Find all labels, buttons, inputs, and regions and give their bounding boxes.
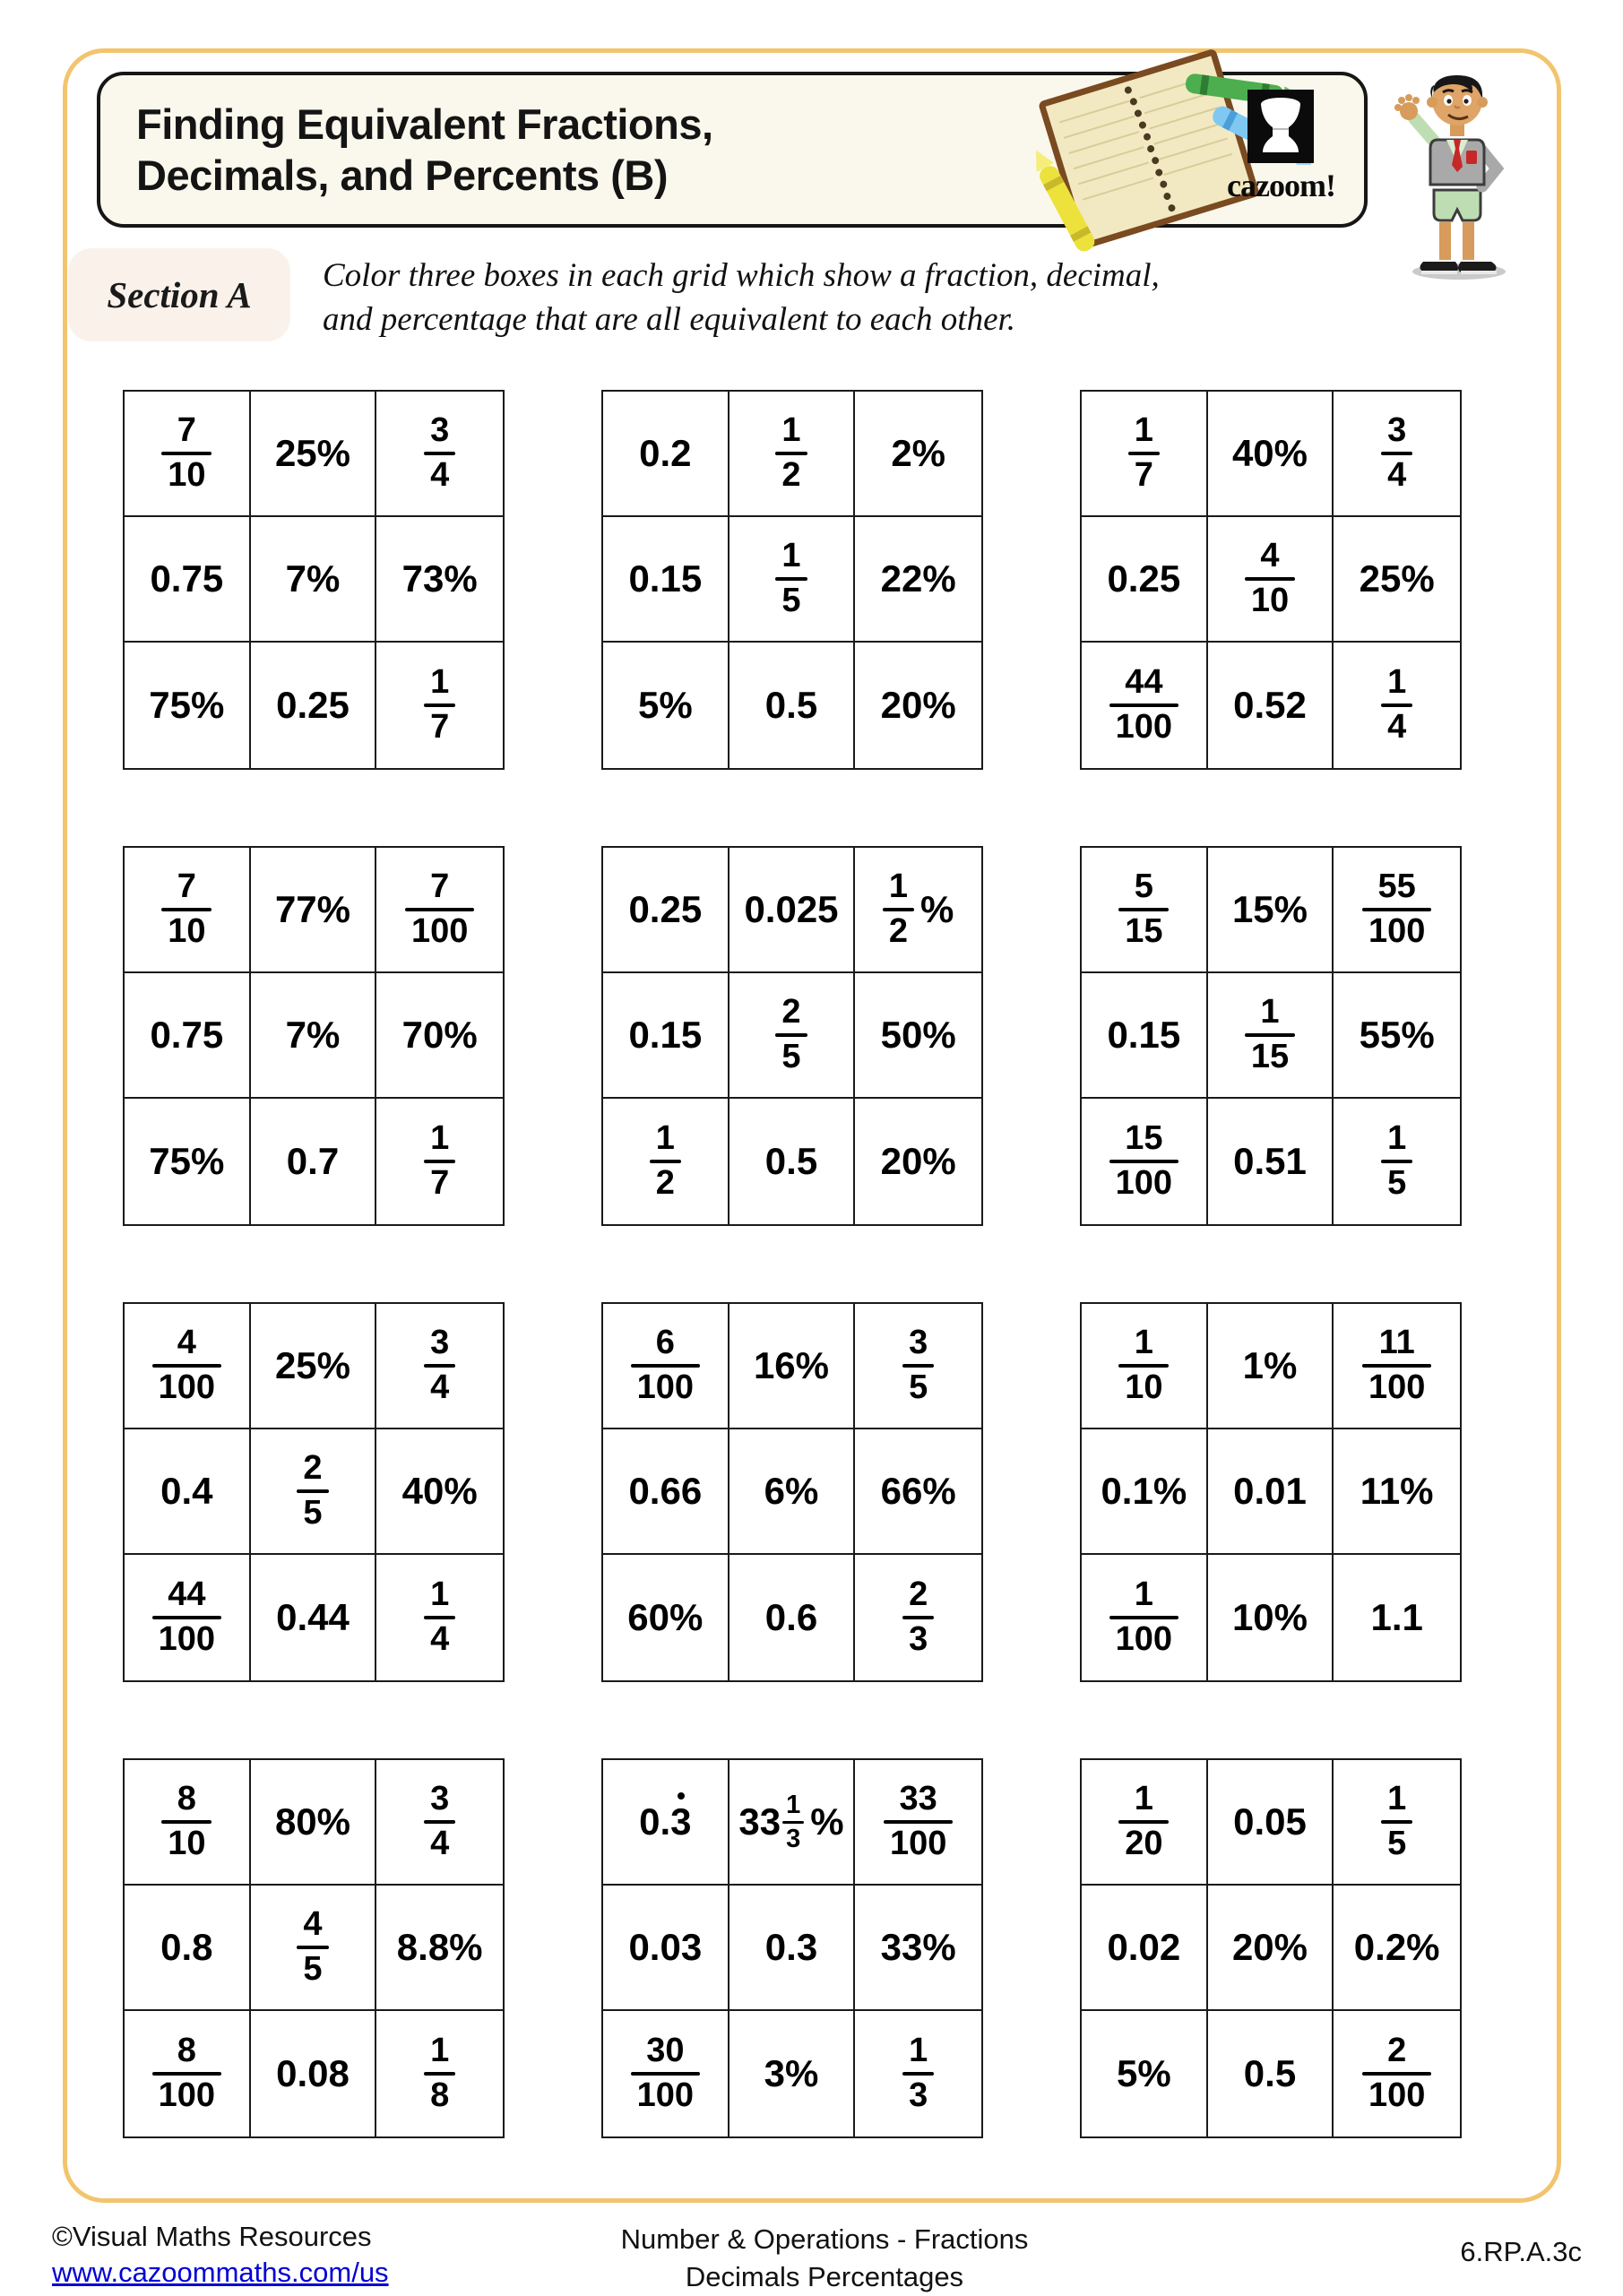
grid-cell[interactable] (125, 848, 251, 973)
cell-value: 7% (285, 557, 341, 600)
cazoom-logo-text: cazoom! (1227, 168, 1335, 203)
cell-value: 75% (149, 1140, 225, 1182)
equivalence-grid-7 (123, 1302, 505, 1682)
grid-cell[interactable] (376, 848, 503, 973)
cell-value: 25% (274, 1344, 351, 1386)
grid-cell[interactable] (603, 643, 729, 768)
grid-cell[interactable] (1334, 643, 1460, 768)
fraction-value: $\frac{11}{100}$ (1362, 1325, 1431, 1405)
cell-value: 0.44 (276, 1596, 350, 1638)
grid-cell[interactable] (729, 392, 856, 517)
cell-value: 0.4 (160, 1470, 213, 1512)
grid-cell[interactable] (855, 1304, 981, 1429)
cazoom-logo-icon (1247, 90, 1314, 163)
grid-cell[interactable] (1334, 1429, 1460, 1555)
cell-value (902, 1325, 934, 1405)
grid-cell[interactable] (1334, 1760, 1460, 1886)
fraction-value: $\frac{1}{2}$ (775, 413, 807, 493)
cell-value: 5% (1116, 2052, 1171, 2094)
fraction-value: $\frac{2}{5}$ (775, 995, 807, 1075)
fraction-value: $\frac{15}{100}$ (1109, 1121, 1178, 1201)
grid-cell[interactable] (125, 973, 251, 1099)
grid-cell[interactable] (729, 1886, 856, 2011)
djembe-drum-icon (1256, 97, 1305, 156)
fraction-value: $\frac{1}{2}$ (650, 1121, 681, 1201)
instructions-text: Color three boxes in each grid which show a fraction, decimal, and percentage that are all equivalent to each other. (323, 257, 1160, 339)
cell-value: 0.1% (1101, 1470, 1187, 1512)
cell-value: 1% (1242, 1344, 1298, 1386)
grid-cell[interactable] (376, 517, 503, 643)
cell-value (884, 1782, 953, 1861)
grid-cell[interactable] (1082, 1429, 1208, 1555)
grid-cell[interactable] (855, 643, 981, 768)
grid-cell[interactable] (125, 1886, 251, 2011)
cell-value (1381, 413, 1412, 493)
cell-value: 0.3 (764, 1926, 818, 1968)
grid-cell[interactable] (603, 1099, 729, 1224)
cell-value: 0.025 (744, 888, 839, 930)
grid-cell[interactable] (855, 1760, 981, 1886)
cell-value (152, 1577, 221, 1657)
equivalence-grid-2 (601, 390, 983, 770)
grid-cell[interactable] (1208, 1099, 1334, 1224)
grid-cell[interactable] (729, 517, 856, 643)
grid-cell[interactable] (729, 848, 856, 973)
cell-value: 2% (891, 432, 946, 474)
grid-cell[interactable] (729, 1555, 856, 1680)
cell-value (902, 1577, 934, 1657)
grid-cell[interactable] (251, 517, 377, 643)
grid-cell[interactable] (1334, 1304, 1460, 1429)
grid-cell[interactable] (855, 1099, 981, 1224)
grid-cell[interactable] (1208, 517, 1334, 643)
cell-value (1109, 1121, 1178, 1201)
fraction-value: $\frac{1}{5}$ (1381, 1782, 1412, 1861)
grid-cell[interactable] (603, 973, 729, 1099)
cell-value: 10% (1231, 1596, 1308, 1638)
cell-value (902, 2033, 934, 2113)
fraction-value: $\frac{6}{100}$ (631, 1325, 700, 1405)
cell-value (775, 539, 807, 618)
fraction-value: $\frac{1}{5}$ (1381, 1121, 1412, 1201)
grid-cell[interactable] (1082, 392, 1208, 517)
cell-value: 6% (764, 1470, 819, 1512)
fraction-value: $\frac{5}{15}$ (1118, 869, 1169, 949)
website-link[interactable]: www.cazoommaths.com/us (52, 2257, 389, 2288)
cell-value (161, 869, 212, 949)
grid-cell[interactable] (603, 848, 729, 973)
grid-cell[interactable] (603, 2011, 729, 2136)
cell-value: 40% (401, 1470, 478, 1512)
grid-cell[interactable] (855, 392, 981, 517)
student-boy-illustration (1387, 63, 1531, 287)
fraction-value: $\frac{8}{10}$ (161, 1782, 212, 1861)
grid-cell[interactable] (603, 392, 729, 517)
grid-cell[interactable] (251, 848, 377, 973)
fraction-value: $\frac{3}{4}$ (1381, 413, 1412, 493)
cell-value: 0.15 (628, 557, 703, 600)
cell-value (424, 665, 455, 745)
cell-value (405, 869, 474, 949)
fraction-value: $\frac{3}{4}$ (424, 1325, 455, 1405)
cell-value: 0.5 (764, 1140, 818, 1182)
equivalence-grid-4 (123, 846, 505, 1226)
cell-value: 1.1 (1370, 1596, 1423, 1638)
cell-value: 0.2% (1353, 1926, 1440, 1968)
cell-value (152, 1325, 221, 1405)
fraction-value: $\frac{4}{100}$ (152, 1325, 221, 1405)
cell-value: 55% (1359, 1014, 1435, 1056)
fraction-value: $\frac{44}{100}$ (1109, 665, 1178, 745)
grid-cell[interactable] (376, 1760, 503, 1886)
grid-cell[interactable] (376, 2011, 503, 2136)
fraction-value: $\frac{4}{5}$ (297, 1907, 328, 1987)
grid-cell[interactable] (1082, 1304, 1208, 1429)
cell-value: 33 $\frac{1}{3}$ % (738, 1791, 844, 1853)
fraction-value: $\frac{30}{100}$ (631, 2033, 700, 2113)
cell-value: 0.75 (150, 1014, 224, 1056)
cell-value: 3% (764, 2052, 819, 2094)
grid-cell[interactable] (855, 1555, 981, 1680)
fraction-value: $\frac{33}{100}$ (884, 1782, 953, 1861)
cell-value: 77% (274, 888, 351, 930)
cell-value: 0.5 (1243, 2052, 1297, 2094)
cell-value: 70% (401, 1014, 478, 1056)
equivalence-grid-6 (1080, 846, 1462, 1226)
grid-cell[interactable] (1208, 1304, 1334, 1429)
grid-cell[interactable] (855, 2011, 981, 2136)
cell-value: 0. 3 (639, 1800, 692, 1843)
grid-cell[interactable] (376, 1304, 503, 1429)
cell-value (161, 413, 212, 493)
fraction-value: $\frac{1}{7}$ (424, 665, 455, 745)
cell-value (1245, 539, 1295, 618)
cell-value (424, 2033, 455, 2113)
grid-cell[interactable] (855, 1429, 981, 1555)
cell-value: 0.25 (1107, 557, 1181, 600)
equivalence-grid-3 (1080, 390, 1462, 770)
fraction-value: $\frac{3}{4}$ (424, 413, 455, 493)
grid-cell[interactable] (376, 392, 503, 517)
fraction-value: $\frac{1}{100}$ (1109, 1577, 1178, 1657)
grid-cell[interactable] (376, 1099, 503, 1224)
grids-container (123, 390, 1462, 2138)
grid-cell[interactable] (603, 1886, 729, 2011)
cell-value: 50% (880, 1014, 956, 1056)
cell-value (1118, 1782, 1169, 1861)
cell-value: 73% (401, 557, 478, 600)
cell-value (424, 1782, 455, 1861)
grid-cell[interactable] (251, 973, 377, 1099)
grid-cell[interactable] (729, 1304, 856, 1429)
cell-value (1381, 1782, 1412, 1861)
fraction-value: $\frac{1}{7}$ (1128, 413, 1160, 493)
grid-cell[interactable] (1334, 973, 1460, 1099)
cell-value (631, 1325, 700, 1405)
cell-value: 40% (1231, 432, 1308, 474)
grid-cell[interactable] (1082, 1886, 1208, 2011)
grid-cell[interactable] (603, 517, 729, 643)
cell-value: 11% (1360, 1470, 1434, 1512)
grid-cell[interactable] (855, 973, 981, 1099)
fraction-value: $\frac{1}{20}$ (1118, 1782, 1169, 1861)
equivalence-grid-11 (601, 1758, 983, 2138)
cell-value: 0.15 (628, 1014, 703, 1056)
cell-value (1362, 1325, 1431, 1405)
cell-value: 0.66 (628, 1470, 703, 1512)
cell-value (424, 1577, 455, 1657)
cell-value: 20% (1231, 1926, 1308, 1968)
fraction-value: $\frac{2}{3}$ (902, 1577, 934, 1657)
grid-cell[interactable] (1208, 1555, 1334, 1680)
grid-cell[interactable] (125, 1099, 251, 1224)
grid-cell[interactable] (603, 1555, 729, 1680)
grid-cell[interactable] (1208, 973, 1334, 1099)
cell-value: 0.6 (764, 1596, 818, 1638)
grid-cell[interactable] (1208, 1886, 1334, 2011)
section-label: Section A (107, 274, 252, 315)
cell-value (297, 1451, 328, 1531)
grid-cell[interactable] (603, 1304, 729, 1429)
grid-cell[interactable] (1082, 848, 1208, 973)
cell-value: 0.25 (628, 888, 703, 930)
fraction-value: $\frac{8}{100}$ (152, 2033, 221, 2113)
grid-cell[interactable] (251, 1429, 377, 1555)
equivalence-grid-1 (123, 390, 505, 770)
grid-cell[interactable] (376, 973, 503, 1099)
grid-cell[interactable] (251, 1760, 377, 1886)
cell-value (1381, 665, 1412, 745)
fraction-value: $\frac{1}{7}$ (424, 1121, 455, 1201)
cell-value: 0.08 (276, 2052, 350, 2094)
cell-value: 0.75 (150, 557, 224, 600)
fraction-value: $\frac{2}{100}$ (1362, 2033, 1431, 2113)
cell-value: 0.2 (639, 432, 692, 474)
grid-cell[interactable] (125, 392, 251, 517)
grid-cell[interactable] (251, 392, 377, 517)
footer-topic: Number & Operations - Fractions Decimals Percentages (620, 2223, 1029, 2292)
fraction-value: $\frac{7}{10}$ (161, 869, 212, 949)
cell-value: 16% (753, 1344, 830, 1386)
cell-value (1128, 413, 1160, 493)
cell-value: 33% (880, 1926, 956, 1968)
grid-cell[interactable] (376, 1555, 503, 1680)
cell-value: 66% (880, 1470, 956, 1512)
grid-cell[interactable] (1082, 1760, 1208, 1886)
copyright-text: ©Visual Maths Resources (52, 2221, 372, 2252)
grid-cell[interactable] (855, 1886, 981, 2011)
grid-cell[interactable] (1082, 2011, 1208, 2136)
fraction-value: $\frac{1}{2}$ (883, 869, 914, 949)
cell-value: 5% (637, 684, 693, 726)
grid-cell[interactable] (251, 1099, 377, 1224)
cell-value: 0.02 (1107, 1926, 1181, 1968)
grid-cell[interactable] (376, 1886, 503, 2011)
cell-value: 0.05 (1233, 1800, 1307, 1843)
grid-cell[interactable] (729, 643, 856, 768)
fraction-value: $\frac{1}{3}$ (902, 2033, 934, 2113)
cell-value: 0.5 (764, 684, 818, 726)
fraction-value: $\frac{4}{10}$ (1245, 539, 1295, 618)
grid-cell[interactable] (1208, 848, 1334, 973)
cell-value (1245, 995, 1295, 1075)
cell-value: 0.03 (628, 1926, 703, 1968)
grid-cell[interactable] (1082, 517, 1208, 643)
grid-cell[interactable] (125, 1429, 251, 1555)
cell-value (161, 1782, 212, 1861)
grid-cell[interactable] (1208, 1429, 1334, 1555)
grid-cell[interactable] (603, 1429, 729, 1555)
grid-cell[interactable] (1334, 392, 1460, 517)
grid-cell[interactable] (1334, 1886, 1460, 2011)
cell-value: 0.15 (1107, 1014, 1181, 1056)
fraction-value: $\frac{1}{10}$ (1118, 1325, 1169, 1405)
equivalence-grid-12 (1080, 1758, 1462, 2138)
grid-cell[interactable] (729, 1760, 856, 1886)
grid-cell[interactable] (251, 1304, 377, 1429)
cell-value (297, 1907, 328, 1987)
cell-value: 20% (880, 684, 956, 726)
cell-value (775, 413, 807, 493)
cell-value: 22% (880, 557, 956, 600)
cell-value (152, 2033, 221, 2113)
grid-cell[interactable] (125, 643, 251, 768)
cell-value: 60% (627, 1596, 704, 1638)
cell-value: 7% (285, 1014, 341, 1056)
cell-value: 80% (274, 1800, 351, 1843)
fraction-value: $\frac{1}{8}$ (424, 2033, 455, 2113)
fraction-value: $\frac{1}{15}$ (1245, 995, 1295, 1075)
fraction-value: $\frac{44}{100}$ (152, 1577, 221, 1657)
grid-cell[interactable] (125, 517, 251, 643)
grid-cell[interactable] (1334, 848, 1460, 973)
cell-value: 0.01 (1233, 1470, 1307, 1512)
grid-cell[interactable] (251, 1886, 377, 2011)
grid-cell[interactable] (729, 973, 856, 1099)
equivalence-grid-5 (601, 846, 983, 1226)
cell-value (650, 1121, 681, 1201)
fraction-value: $\frac{55}{100}$ (1362, 869, 1431, 949)
grid-cell[interactable] (855, 517, 981, 643)
grid-cell[interactable] (1334, 1555, 1460, 1680)
grid-cell[interactable] (729, 1099, 856, 1224)
grid-cell[interactable] (376, 643, 503, 768)
grid-cell[interactable] (1082, 973, 1208, 1099)
cell-value (1362, 2033, 1431, 2113)
grid-cell[interactable] (1334, 2011, 1460, 2136)
cell-value (424, 413, 455, 493)
page-title: Finding Equivalent Fractions, Decimals, and Percents (B) (136, 99, 713, 199)
grid-cell[interactable] (1334, 1099, 1460, 1224)
standard-code: 6.RP.A.3c (1460, 2236, 1582, 2267)
cell-value (1381, 1121, 1412, 1201)
grid-cell[interactable] (125, 1760, 251, 1886)
cell-value: 0.7 (286, 1140, 340, 1182)
fraction-value: $\frac{2}{5}$ (297, 1451, 328, 1531)
cell-value: 8.8% (396, 1926, 483, 1968)
equivalence-grid-9 (1080, 1302, 1462, 1682)
grid-cell[interactable] (1082, 643, 1208, 768)
cell-value (775, 995, 807, 1075)
fraction-value: $\frac{7}{10}$ (161, 413, 212, 493)
cell-value (1109, 1577, 1178, 1657)
equivalence-grid-8 (601, 1302, 983, 1682)
grid-cell[interactable] (855, 848, 981, 973)
grid-cell[interactable] (125, 1555, 251, 1680)
grid-cell[interactable] (251, 1555, 377, 1680)
cell-value: $\frac{1}{2}$ % (883, 869, 954, 949)
grid-cell[interactable] (1208, 392, 1334, 517)
grid-cell[interactable] (1208, 643, 1334, 768)
cell-value: 0.8 (160, 1926, 213, 1968)
grid-cell[interactable] (251, 2011, 377, 2136)
cell-value: 0.51 (1233, 1140, 1307, 1182)
cell-value: 0.25 (276, 684, 350, 726)
grid-cell[interactable] (376, 1429, 503, 1555)
fraction-value: $\frac{3}{4}$ (424, 1782, 455, 1861)
grid-cell[interactable] (729, 2011, 856, 2136)
grid-cell[interactable] (603, 1760, 729, 1886)
cell-value (1118, 869, 1169, 949)
section-badge (68, 248, 290, 341)
grid-cell[interactable] (1208, 2011, 1334, 2136)
cell-value: 0.52 (1233, 684, 1307, 726)
cell-value (1118, 1325, 1169, 1405)
grid-cell[interactable] (1208, 1760, 1334, 1886)
cell-value (1109, 665, 1178, 745)
fraction-value: $\frac{1}{4}$ (1381, 665, 1412, 745)
grid-cell[interactable] (251, 643, 377, 768)
grid-cell[interactable] (1334, 517, 1460, 643)
cell-value (424, 1121, 455, 1201)
fraction-value: $\frac{1}{3}$ (782, 1791, 804, 1851)
fraction-value: $\frac{7}{100}$ (405, 869, 474, 949)
cell-value: 15% (1231, 888, 1308, 930)
fraction-value: $\frac{1}{4}$ (424, 1577, 455, 1657)
cell-value: 75% (149, 684, 225, 726)
cell-value: 25% (1359, 557, 1435, 600)
cell-value (424, 1325, 455, 1405)
fraction-value: $\frac{1}{5}$ (775, 539, 807, 618)
grid-cell[interactable] (729, 1429, 856, 1555)
grid-cell[interactable] (1082, 1555, 1208, 1680)
grid-cell[interactable] (125, 2011, 251, 2136)
cell-value (1362, 869, 1431, 949)
fraction-value: $\frac{3}{5}$ (902, 1325, 934, 1405)
cell-value: 25% (274, 432, 351, 474)
equivalence-grid-10 (123, 1758, 505, 2138)
cell-value (631, 2033, 700, 2113)
grid-cell[interactable] (1082, 1099, 1208, 1224)
grid-cell[interactable] (125, 1304, 251, 1429)
cell-value: 20% (880, 1140, 956, 1182)
